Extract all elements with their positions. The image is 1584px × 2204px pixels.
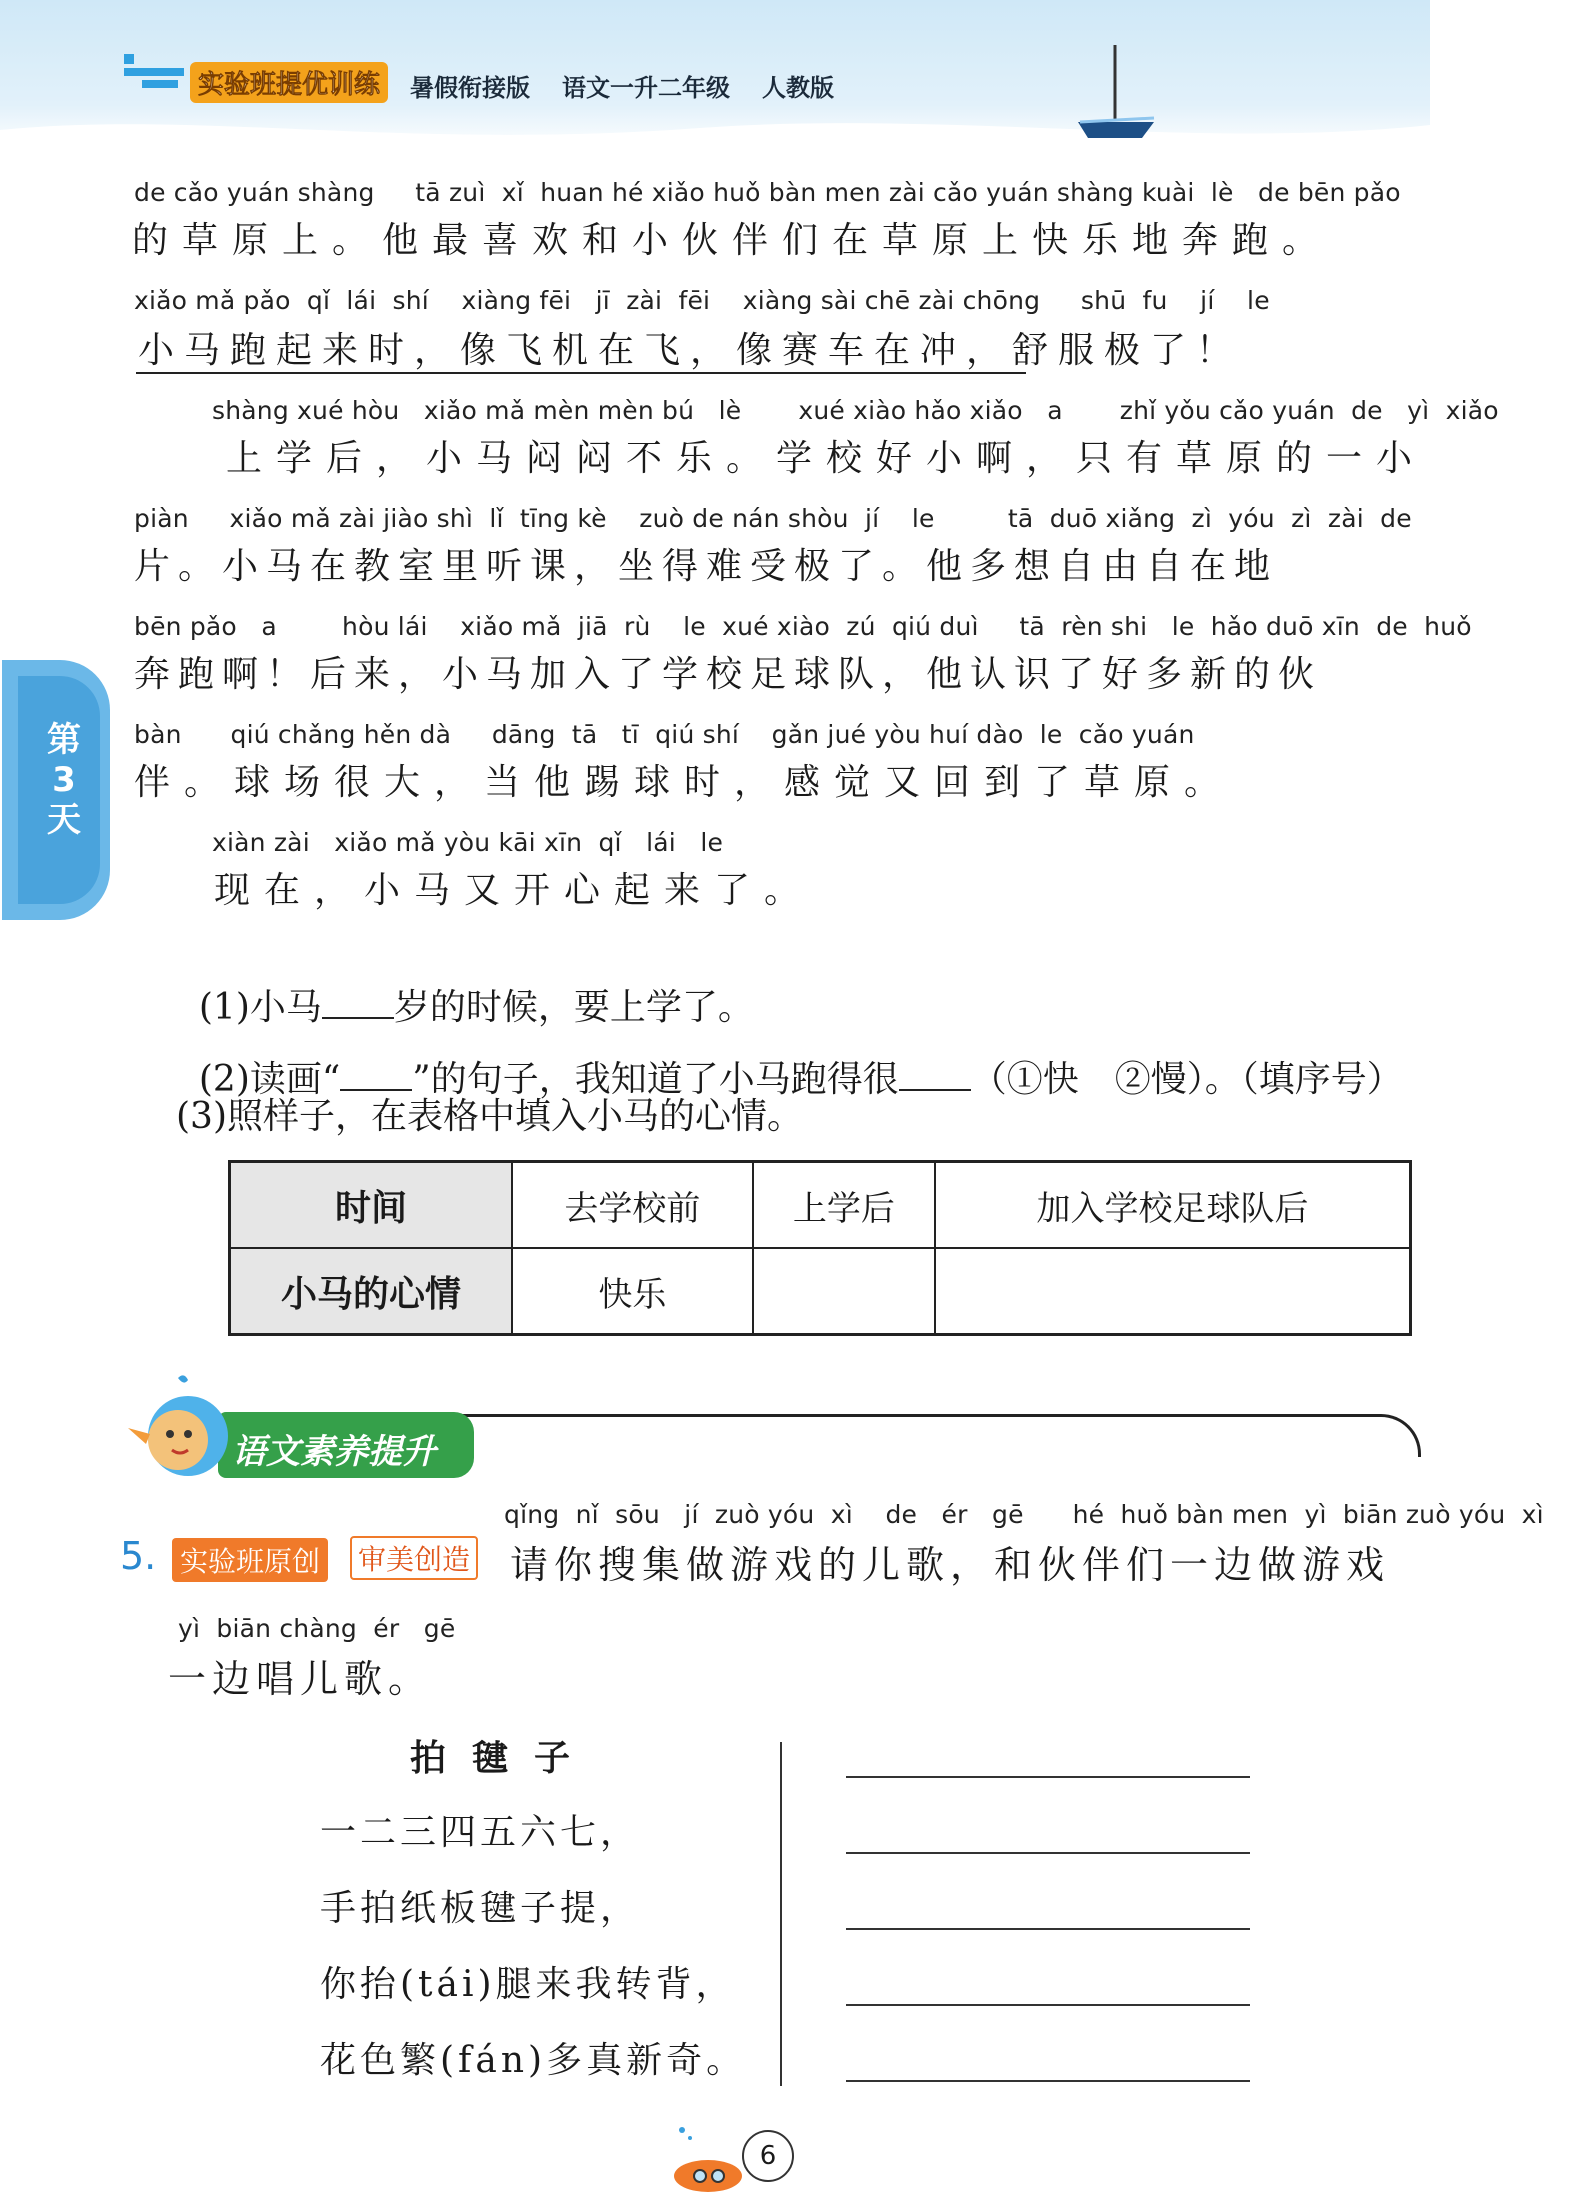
- table-cell-mood-after-school[interactable]: [753, 1248, 935, 1335]
- question-5-pinyin-2: yì biān chàng ér gē: [178, 1614, 456, 1643]
- header-wave: [0, 110, 1430, 160]
- table-cell-mood-after-football[interactable]: [935, 1248, 1411, 1335]
- table-header-mood: 小马的心情: [230, 1248, 513, 1335]
- question-2-part1: (2)读画“: [198, 1059, 341, 1100]
- passage-line-4: 片。小马在教室里听课，坐得难受极了。他多想自由自在地: [134, 546, 1279, 587]
- question-5-text-2: 一边唱儿歌。: [168, 1657, 433, 1701]
- passage-line-1: 的草原上。他最喜欢和小伙伴们在草原上快乐地奔跑。: [132, 220, 1333, 261]
- question-2-blank-line[interactable]: [340, 1059, 412, 1091]
- table-cell-mood-before: 快乐: [512, 1248, 753, 1335]
- logo-mark-icon: [118, 48, 188, 94]
- passage-line-3: 上学后，小马闷闷不乐。学校好小啊，只有草原的一小: [226, 438, 1427, 479]
- table-row: [230, 1248, 1411, 1335]
- table-col-after-football: 加入学校足球队后: [935, 1162, 1411, 1249]
- table-row: [230, 1162, 1411, 1249]
- publisher-label: 人教版: [762, 74, 834, 102]
- brand-title: 实验班提优训练: [190, 62, 388, 103]
- section-title: 语文素养提升: [232, 1432, 436, 1472]
- answer-line[interactable]: [846, 1776, 1250, 1778]
- answer-line[interactable]: [846, 2004, 1250, 2006]
- table-col-before-school: 去学校前: [512, 1162, 753, 1249]
- table-col-after-school: 上学后: [753, 1162, 935, 1249]
- poem-title: 拍毽子: [410, 1738, 597, 1779]
- mood-table: [228, 1160, 1412, 1336]
- section-divider: [460, 1414, 1421, 1457]
- answer-line[interactable]: [846, 1852, 1250, 1854]
- edition-label: 暑假衔接版: [410, 74, 530, 102]
- passage-line-5: 奔跑啊！后来，小马加入了学校足球队，他认识了好多新的伙: [134, 654, 1323, 695]
- poem-line-4: 花色繁(fán)多真新奇。: [320, 2040, 747, 2081]
- column-divider: [780, 1742, 782, 2086]
- passage-pinyin-1: de cǎo yuán shàng tā zuì xǐ huan hé xiǎo huǒ bàn men zài cǎo yuán shàng kuài lè de bēn pǎo: [134, 178, 1401, 207]
- page-number: 6: [742, 2130, 794, 2182]
- mascot-icon: [118, 1370, 238, 1490]
- passage-pinyin-5: bēn pǎo a hòu lái xiǎo mǎ jiā rù le xué xiào zú qiú duì tā rèn shi le hǎo duō xīn de huǒ: [134, 612, 1472, 641]
- poem-line-2: 手拍纸板毽子提，: [320, 1888, 641, 1929]
- passage-pinyin-3: shàng xué hòu xiǎo mǎ mèn mèn bú lè xué xiào hǎo xiǎo a zhǐ yǒu cǎo yuán de yì xiǎo: [212, 396, 1499, 425]
- question-1-prefix: (1)小马: [198, 987, 322, 1028]
- table-header-time: 时间: [230, 1162, 513, 1249]
- wavy-underline: [136, 372, 1026, 374]
- passage-pinyin-4: piàn xiǎo mǎ zài jiào shì lǐ tīng kè zuò de nán shòu jí le tā duō xiǎng zì yóu zì zài de: [134, 504, 1412, 533]
- poem-line-3: 你抬(tái)腿来我转背，: [320, 1964, 736, 2005]
- passage-pinyin-2: xiǎo mǎ pǎo qǐ lái shí xiàng fēi jī zài fēi xiàng sài chē zài chōng shū fu jí le: [134, 286, 1270, 315]
- question-2-part3: （①快 ②慢）。（填序号）: [970, 1059, 1403, 1100]
- question-5-text-1: 请你搜集做游戏的儿歌，和伙伴们一边做游戏: [510, 1543, 1391, 1587]
- question-2-blank-speed[interactable]: [899, 1059, 971, 1091]
- question-5-pinyin-1: qǐng nǐ sōu jí zuò yóu xì de ér gē hé huǒ bàn men yì biān zuò yóu xì: [504, 1500, 1544, 1529]
- passage-pinyin-6: bàn qiú chǎng hěn dà dāng tā tī qiú shí gǎn jué yòu huí dào le cǎo yuán: [134, 720, 1195, 749]
- passage-line-2: 小马跑起来时，像飞机在飞，像赛车在冲，舒服极了！: [138, 330, 1243, 371]
- passage-line-6: 伴。球场很大，当他踢球时，感觉又回到了草原。: [134, 762, 1235, 803]
- question-1-suffix: 岁的时候，要上学了。: [393, 987, 754, 1028]
- question-3: (3)照样子，在表格中填入小马的心情。: [176, 1096, 803, 1137]
- passage-pinyin-7: xiàn zài xiǎo mǎ yòu kāi xīn qǐ lái le: [212, 828, 724, 857]
- tag-aesthetic: 审美创造: [350, 1536, 478, 1580]
- submarine-icon: [660, 2120, 750, 2196]
- answer-line[interactable]: [846, 2080, 1250, 2082]
- sailboat-icon: [1070, 40, 1160, 140]
- subject-label: 语文一升二年级: [562, 74, 730, 102]
- day-tab-label: 第3天: [47, 720, 81, 840]
- tag-original: 实验班原创: [172, 1538, 328, 1582]
- poem-line-1: 一二三四五六七，: [320, 1812, 641, 1853]
- question-2-part2: ”的句子，我知道了小马跑得很: [412, 1059, 899, 1100]
- question-5-number: 5.: [120, 1534, 157, 1578]
- passage-line-7: 现在，小马又开心起来了。: [214, 870, 815, 911]
- answer-line[interactable]: [846, 1928, 1250, 1930]
